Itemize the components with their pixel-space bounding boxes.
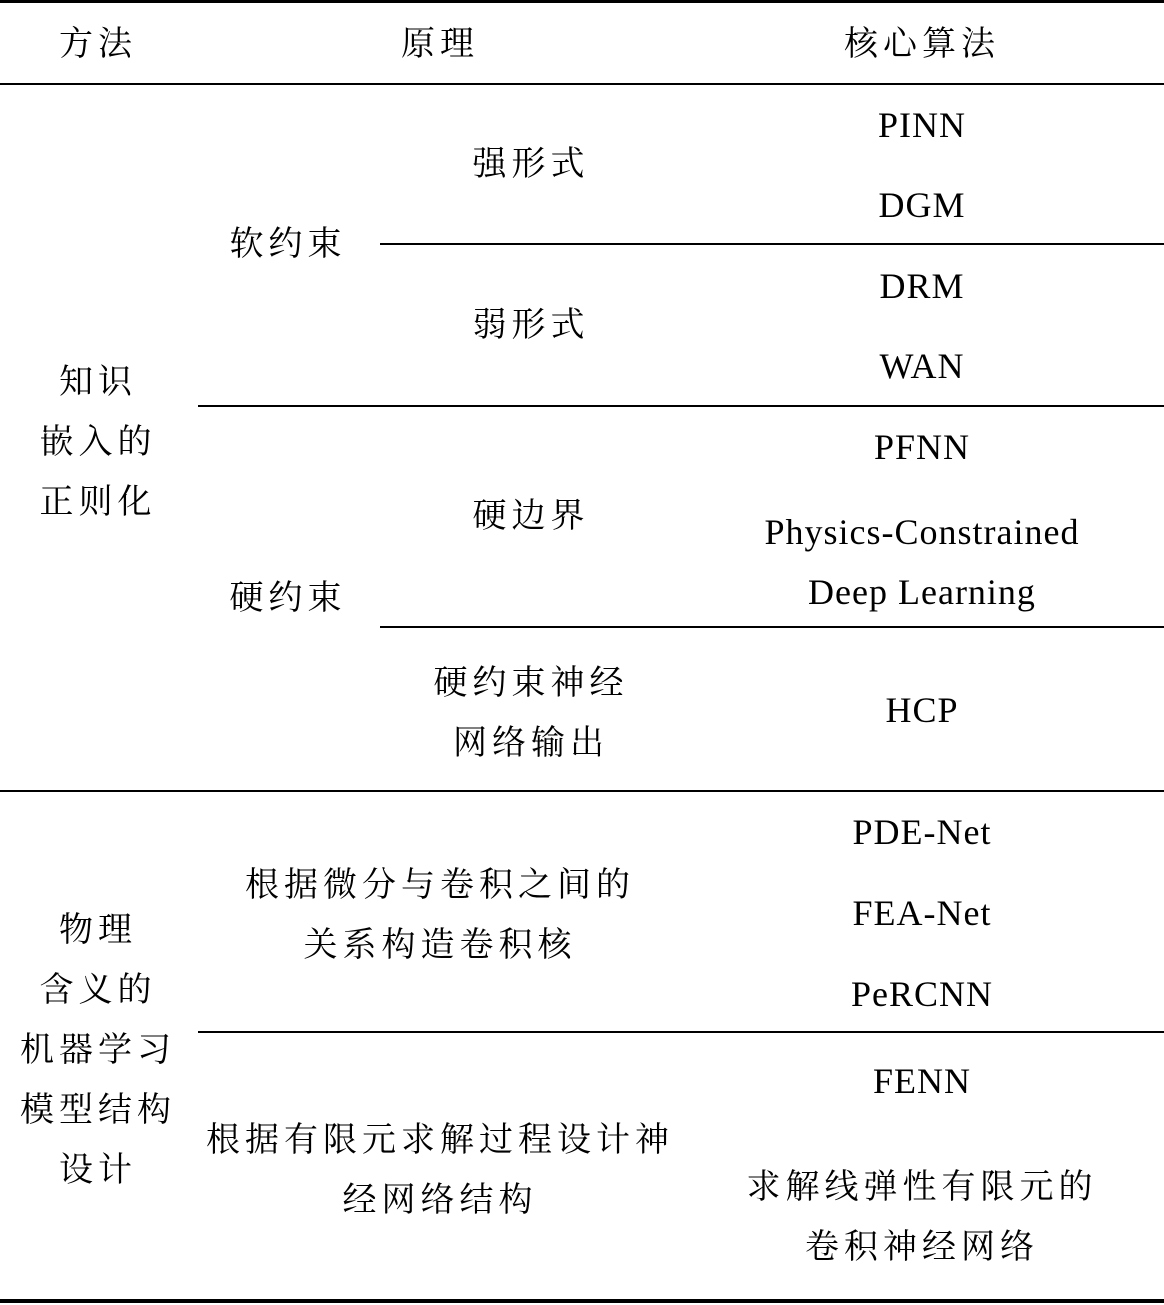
principle-conv-kernel [245,855,635,975]
principle-line: 网络输出 [453,723,609,763]
section-rule [0,790,1164,792]
principle-line: 关系构造卷积核 [303,925,577,965]
rule-conv-fem [198,1031,1164,1033]
algorithm-percnn: PeRCNN [850,974,994,1014]
algorithm-physics-constrained-dl [765,502,1080,622]
algorithm-pde-net: PDE-Net [852,812,992,852]
group-hard-constraint: 硬约束 [229,578,347,618]
algorithm-line: Deep Learning [808,572,1036,612]
rule-soft-hard [198,405,1164,407]
bottom-rule [0,1299,1164,1303]
algorithm-drm: DRM [879,266,965,306]
header-core-algorithm: 核心算法 [844,24,1000,64]
principle-line: 硬约束神经 [433,663,629,703]
header-principle: 原理 [401,24,479,64]
algorithm-line: 卷积神经网络 [805,1227,1039,1267]
principle-hard-boundary: 硬边界 [472,496,590,536]
principle-weak-form: 弱形式 [472,305,590,345]
method-line: 知识 [59,362,137,402]
method-knowledge-regularization [40,352,157,532]
method-physics-model-structure [20,900,176,1200]
algorithm-line: Physics-Constrained [764,512,1080,552]
principle-line: 经网络结构 [342,1180,538,1220]
rule-soft-strong-weak [380,243,1164,245]
method-line: 嵌入的 [39,422,157,462]
algorithm-wan: WAN [879,346,965,386]
rule-hard-boundary-output [380,626,1164,628]
algorithm-fea-net: FEA-Net [852,893,992,933]
method-line: 模型结构 [20,1090,176,1130]
top-rule [0,0,1164,3]
header-rule [0,83,1164,85]
algorithm-linear-elastic-fem-cnn [747,1157,1098,1277]
algorithm-pfnn: PFNN [873,427,971,467]
method-line: 设计 [59,1150,137,1190]
principle-hard-constraint-output [434,653,629,773]
method-line: 含义的 [39,970,157,1010]
method-line: 正则化 [39,482,157,522]
principle-fem-network [206,1110,674,1230]
principle-strong-form: 强形式 [472,144,590,184]
method-line: 机器学习 [20,1030,176,1070]
principle-line: 根据微分与卷积之间的 [245,865,635,905]
header-method: 方法 [59,24,137,64]
algorithm-hcp: HCP [885,690,959,730]
algorithm-fenn: FENN [872,1061,972,1101]
principle-line: 根据有限元求解过程设计神 [206,1120,674,1160]
algorithm-line: 求解线弹性有限元的 [746,1167,1098,1207]
algorithm-dgm: DGM [878,185,966,225]
algorithm-pinn: PINN [877,105,967,145]
method-line: 物理 [59,910,137,950]
group-soft-constraint: 软约束 [229,224,347,264]
